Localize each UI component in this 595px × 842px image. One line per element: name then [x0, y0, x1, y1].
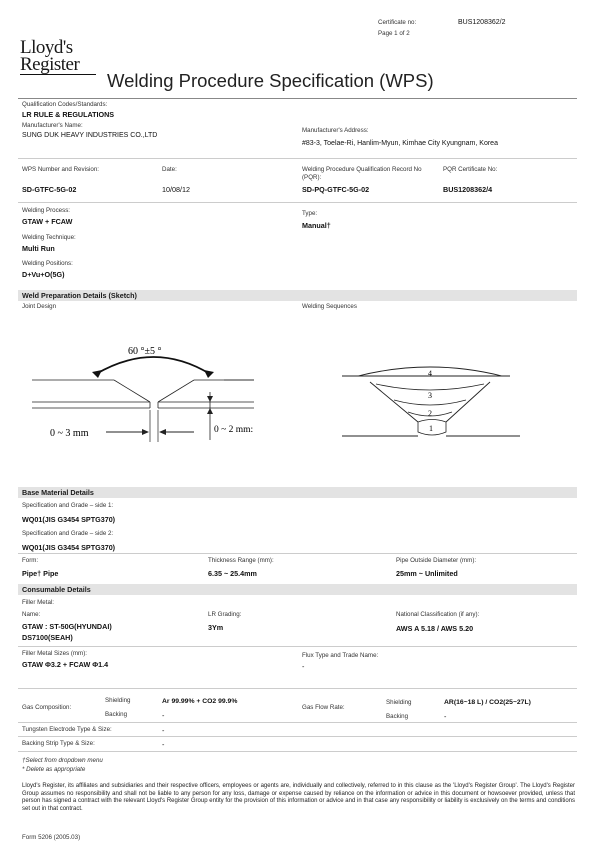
tungsten-electrode-label: Tungsten Electrode Type & Size: — [22, 726, 112, 733]
root-face-text: 0 ~ 2 mm: — [214, 425, 254, 435]
gas-shielding-value: Ar 99.99% + CO2 99.9% — [162, 698, 238, 705]
consumable-section-header: Consumable Details — [18, 584, 577, 595]
filler-name-label: Name: — [22, 611, 41, 618]
weld-run-1-label: 1 — [429, 424, 433, 433]
bevel-angle-text: 60 °±5 ° — [128, 346, 162, 357]
pqr-certificate-value: BUS1208362/4 — [443, 185, 493, 194]
flux-type-label: Flux Type and Trade Name: — [302, 652, 379, 659]
qualification-label: Qualification Codes/Standards: — [22, 101, 108, 108]
flow-shielding-value: AR(16~18 L) / CO2(25~27L) — [444, 699, 531, 706]
type-label: Type: — [302, 210, 318, 217]
footnote-delete: * Delete as appropriate — [22, 766, 86, 773]
backing-strip-label: Backing Strip Type & Size: — [22, 740, 95, 747]
flow-backing-label: Backing — [386, 713, 409, 720]
weld-run-2-label: 2 — [428, 409, 432, 418]
lr-grading-value: 3Ym — [208, 623, 224, 632]
filler-sizes-value: GTAW Φ3.2 + FCAW Φ1.4 — [22, 660, 109, 669]
weld-run-4-label: 4 — [428, 369, 432, 378]
manufacturer-name-label: Manufacturer's Name: — [22, 122, 83, 129]
thickness-range-label: Thickness Range (mm): — [208, 557, 274, 564]
welding-process-value: GTAW + FCAW — [22, 217, 73, 226]
joint-design-label: Joint Design — [22, 303, 57, 310]
gas-backing-value: - — [162, 711, 165, 720]
manufacturer-name: SUNG DUK HEAVY INDUSTRIES CO.,LTD — [22, 132, 158, 139]
flow-shielding-label: Shielding — [386, 699, 412, 706]
disclaimer-text: Lloyd's Register, its affiliates and subsidiaries and their respective officers, employees or agents are, individually and collectively, referred to in this clause as the 'Lloyd's Register Group'. The Lloyd's Register Group assumes no responsibility and shall not be liable to any person for any loss, damage or expense caused by reliance on the information or advice in this document or howsoever provided, unless that person has signed a contract with the relevant Lloyd's Register Group entity for the provision of this information or advice and in that case any responsibility or liability is exclusively on the terms and conditions set out in that contract. — [22, 783, 575, 812]
welding-positions-label: Welding Positions: — [22, 260, 73, 267]
manufacturer-address-label: Manufacturer's Address: — [302, 127, 369, 134]
certificate-no-label: Certificate no: — [378, 19, 417, 26]
pipe-od-value: 25mm ~ Unlimited — [396, 569, 458, 578]
lloyds-register-logo: Lloyd's Register — [20, 40, 100, 75]
gas-shielding-label: Shielding — [105, 697, 131, 704]
root-gap-text: 0 ~ 3 mm — [50, 428, 89, 439]
filler-sizes-label: Filler Metal Sizes (mm): — [22, 650, 87, 657]
qualification-value: LR RULE & REGULATIONS — [22, 110, 115, 119]
lr-grading-label: LR Grading: — [208, 611, 242, 618]
national-classification-value: AWS A 5.18 / AWS 5.20 — [396, 624, 474, 633]
spec-side1-label: Specification and Grade – side 1: — [22, 502, 114, 509]
joint-design-sketch — [18, 312, 298, 472]
footnote-dropdown: †Select from dropdown menu — [22, 757, 103, 764]
welding-sequences-label: Welding Sequences — [302, 303, 357, 310]
welding-sequence-sketch — [330, 340, 550, 450]
weld-prep-section-header: Weld Preparation Details (Sketch) — [18, 290, 577, 301]
wps-number: SD-GTFC-5G-02 — [22, 185, 77, 194]
welding-technique-value: Multi Run — [22, 244, 55, 253]
page-title: Welding Procedure Specification (WPS) — [107, 70, 434, 91]
filler-name-value-1: GTAW : ST-50G(HYUNDAI) — [22, 622, 112, 631]
form-number: Form 5206 (2005.03) — [22, 834, 81, 841]
form-value: Pipe† Pipe — [22, 569, 59, 578]
weld-run-3-label: 3 — [428, 391, 432, 400]
backing-strip-value: - — [162, 740, 165, 749]
national-classification-label: National Classification (if any): — [396, 611, 480, 618]
pipe-od-label: Pipe Outside Diameter (mm): — [396, 557, 477, 564]
wps-number-label: WPS Number and Revision: — [22, 166, 100, 173]
page-number: Page 1 of 2 — [378, 30, 410, 37]
spec-side2-value: WQ01(JIS G3454 SPTG370) — [22, 543, 116, 552]
form-label: Form: — [22, 557, 39, 564]
spec-side2-label: Specification and Grade – side 2: — [22, 530, 114, 537]
pqr-record-label: Welding Procedure Qualification Record No (PQR): — [302, 166, 422, 181]
flux-type-value: - — [302, 662, 305, 671]
gas-composition-label: Gas Composition: — [22, 704, 72, 711]
type-value: Manual† — [302, 221, 331, 230]
manufacturer-address: #83-3, Toelae-Ri, Hanlim-Myun, Kimhae City Kyungnam, Korea — [302, 140, 498, 147]
certificate-no: BUS1208362/2 — [458, 19, 506, 26]
welding-positions-value: D+Vu+O(5G) — [22, 270, 65, 279]
base-material-section-header: Base Material Details — [18, 487, 577, 498]
gas-backing-label: Backing — [105, 711, 128, 718]
thickness-range-value: 6.35 ~ 25.4mm — [208, 569, 257, 578]
filler-name-value-2: DS7100(SEAH) — [22, 633, 73, 642]
filler-metal-label: Filler Metal: — [22, 599, 54, 606]
flow-backing-value: - — [444, 712, 447, 721]
pqr-record-value: SD-PQ-GTFC-5G-02 — [302, 185, 370, 194]
tungsten-electrode-value: - — [162, 726, 165, 735]
spec-side1-value: WQ01(JIS G3454 SPTG370) — [22, 515, 116, 524]
date-value: 10/08/12 — [162, 185, 190, 194]
welding-process-label: Welding Process: — [22, 207, 71, 214]
date-label: Date: — [162, 166, 177, 173]
pqr-certificate-label: PQR Certificate No: — [443, 166, 498, 173]
welding-technique-label: Welding Technique: — [22, 234, 76, 241]
gas-flow-rate-label: Gas Flow Rate: — [302, 704, 345, 711]
